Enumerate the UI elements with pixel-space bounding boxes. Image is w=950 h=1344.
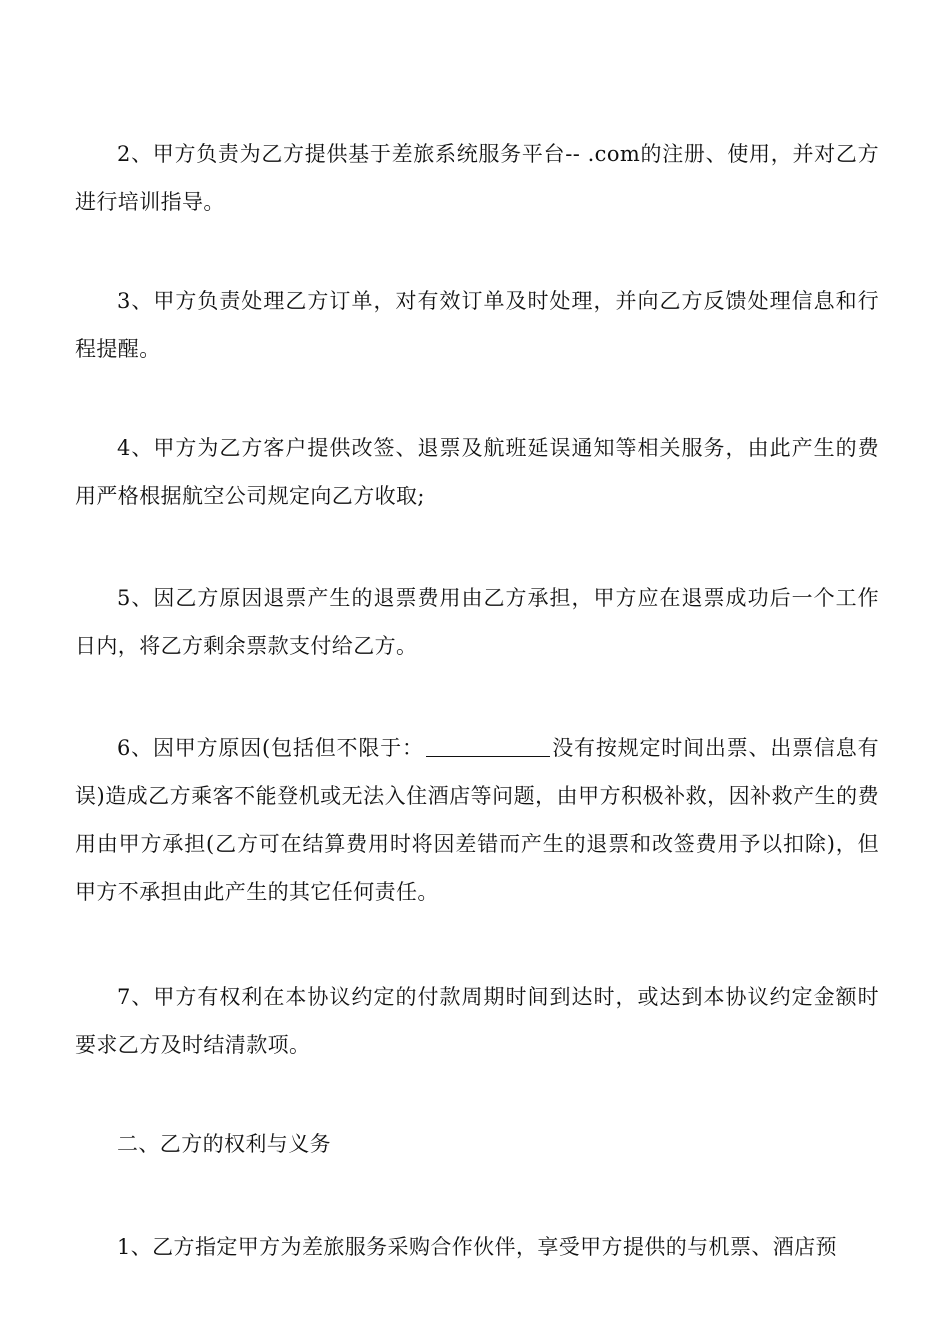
clause-6-text-after-blank: 没有按规定时间出票、出票信息有误)造成乙方乘客不能登机或无法入住酒店等问题，由甲方积极补救，因补救产生的费用由甲方承担(乙方可在结算费用时将因差错而产生的退票和改签费用予以扣除)，但甲方不承担由此产生的其它任何责任。	[75, 736, 879, 904]
clause-4-paragraph: 4、甲方为乙方客户提供改签、退票及航班延误通知等相关服务，由此产生的费用严格根据航空公司规定向乙方收取;	[75, 436, 879, 508]
clause-7-paragraph: 7、甲方有权利在本协议约定的付款周期时间到达时，或达到本协议约定金额时要求乙方及时结清款项。	[75, 985, 879, 1057]
clause-3-paragraph: 3、甲方负责处理乙方订单，对有效订单及时处理，并向乙方反馈处理信息和行程提醒。	[75, 289, 879, 361]
clause-6-text-before-blank: 6、因甲方原因(包括但不限于：	[117, 736, 424, 760]
clause-5-paragraph: 5、因乙方原因退票产生的退票费用由乙方承担，甲方应在退票成功后一个工作日内，将乙方剩余票款支付给乙方。	[75, 586, 879, 658]
fill-in-blank-line	[426, 734, 550, 757]
clause-6-paragraph	[75, 724, 879, 916]
party-b-clause-1-paragraph: 1、乙方指定甲方为差旅服务采购合作伙伴，享受甲方提供的与机票、酒店预	[117, 1235, 837, 1259]
clause-2-paragraph: 2、甲方负责为乙方提供基于差旅系统服务平台-- .com的注册、使用，并对乙方进行培训指导。	[75, 142, 879, 214]
section-heading-party-b-rights: 二、乙方的权利与义务	[117, 1132, 331, 1156]
